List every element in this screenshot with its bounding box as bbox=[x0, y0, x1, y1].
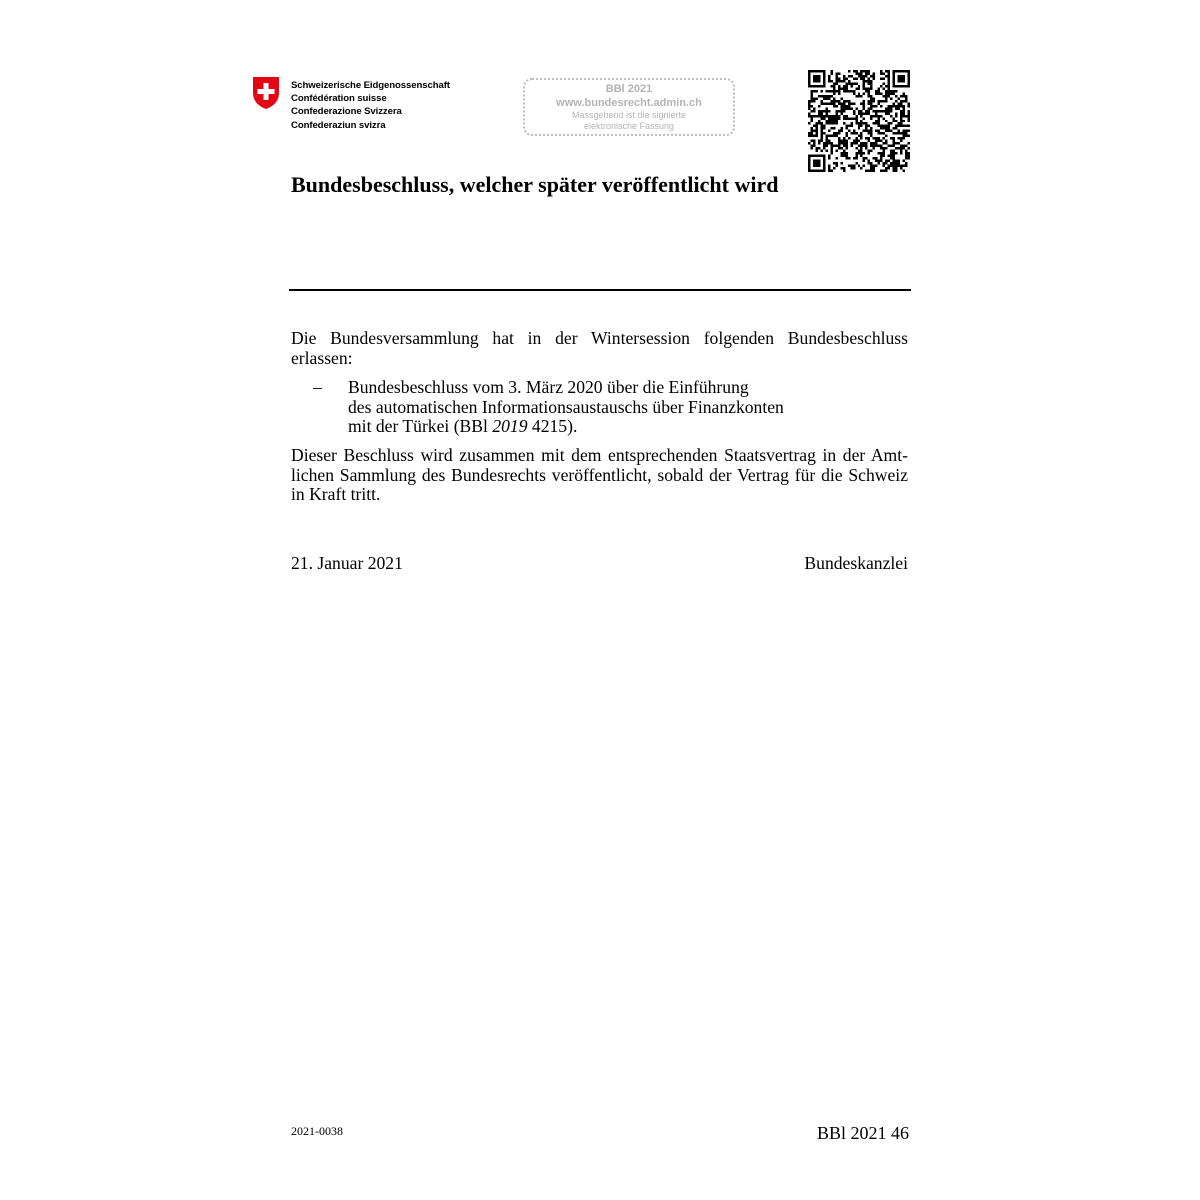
document-number: 2021-0038 bbox=[291, 1124, 343, 1138]
title-divider bbox=[289, 289, 911, 291]
list-item bbox=[348, 378, 818, 437]
closing-line-3: in Kraft tritt. bbox=[291, 484, 381, 504]
confederation-name-it: Confederazione Svizzera bbox=[291, 106, 402, 118]
list-item-line-2: des automatischen Informationsaustauschs über Finanzkonten bbox=[348, 396, 784, 417]
list-dash: – bbox=[313, 377, 322, 397]
document-date: 21. Januar 2021 bbox=[291, 553, 403, 573]
confederation-names bbox=[291, 79, 450, 132]
stamp-line-2: www.bundesrecht.admin.ch bbox=[556, 97, 702, 109]
list-item-line-3-italic: 2019 bbox=[492, 416, 528, 436]
page-reference: BBl 2021 46 bbox=[816, 1123, 909, 1143]
list-item-line-3-prefix: mit der Türkei (BBl bbox=[348, 416, 493, 436]
document-title: Bundesbeschluss, welcher später veröffentlicht wird bbox=[291, 172, 779, 197]
list-item-line-3-suffix: 4215). bbox=[527, 416, 578, 436]
qr-code-icon bbox=[808, 70, 910, 172]
closing-paragraph bbox=[291, 446, 908, 505]
confederation-name-fr: Confédération suisse bbox=[291, 93, 387, 105]
stamp-line-3: Massgebend ist die signierte bbox=[571, 110, 687, 120]
intro-paragraph: Die Bundesversammlung hat in der Wintersession folgenden Bundesbeschluss erlassen: bbox=[291, 328, 908, 368]
list-item-line-1: Bundesbeschluss vom 3. März 2020 über die Einführung bbox=[348, 377, 749, 397]
confederation-name-rm: Confederaziun svizra bbox=[291, 119, 386, 131]
list-item-line-3 bbox=[348, 417, 818, 437]
swiss-coat-of-arms-icon bbox=[252, 76, 280, 110]
confederation-name-de: Schweizerische Eidgenossenschaft bbox=[291, 80, 450, 91]
stamp-line-1: BBl 2021 bbox=[605, 83, 653, 95]
stamp-line-4: elektronische Fassung bbox=[583, 121, 675, 131]
closing-line-2: lichen Sammlung des Bundesrechts veröffentlicht, sobald der Vertrag für die Schweiz bbox=[291, 464, 908, 485]
publication-stamp bbox=[523, 78, 735, 136]
issuing-authority: Bundeskanzlei bbox=[804, 553, 908, 573]
closing-line-1: Dieser Beschluss wird zusammen mit dem entsprechenden Staatsvertrag in der Amt- bbox=[291, 445, 908, 465]
